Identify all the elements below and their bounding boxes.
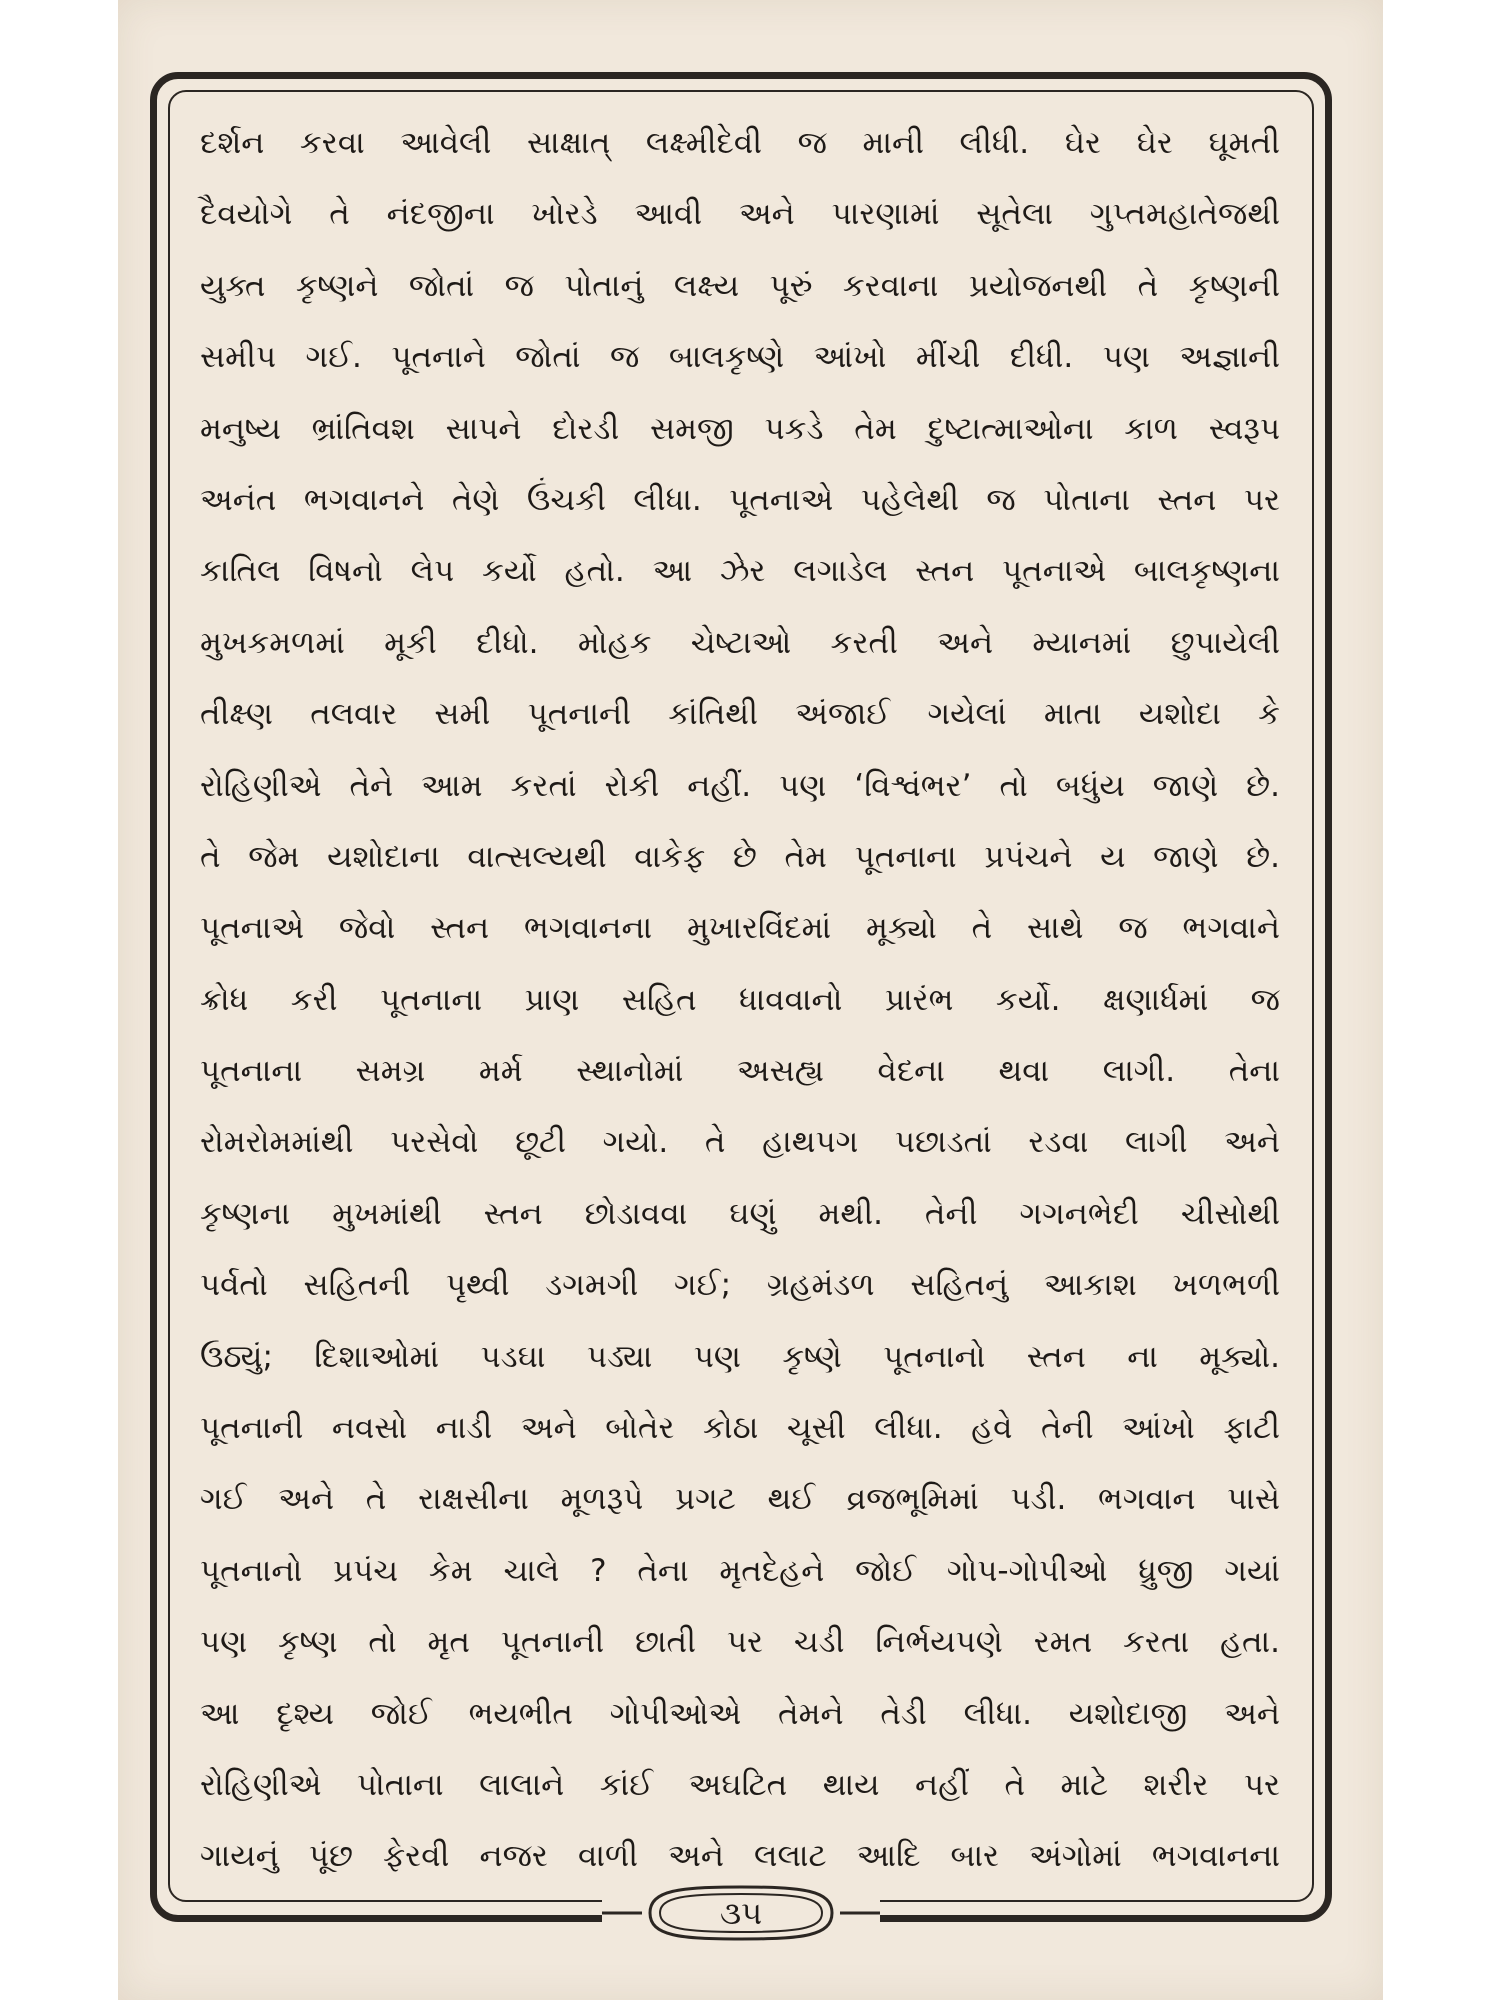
text-line-15: રોમરોમમાંથી પરસેવો છૂટી ગયો. તે હાથપગ પછાડતાં રડવા લાગી અને (200, 1124, 1280, 1161)
text-line-25: ગાયનું પૂંછ ફેરવી નજર વાળી અને લલાટ આદિ બાર અંગોમાં ભગવાનના (200, 1838, 1280, 1875)
text-line-2: દૈવયોગે તે નંદજીના ખોરડે આવી અને પારણામાં સૂતેલા ગુપ્તમહાતેજથી (200, 196, 1280, 233)
page-number: ૩૫ (719, 1893, 763, 1932)
text-line-7: કાતિલ વિષનો લેપ કર્યો હતો. આ ઝેર લગાડેલ સ્તન પૂતનાએ બાલકૃષ્ણના (200, 553, 1280, 590)
text-line-16: કૃષ્ણના મુખમાંથી સ્તન છોડાવવા ઘણું મથી. તેની ગગનભેદી ચીસોથી (200, 1195, 1280, 1232)
text-line-22: પણ કૃષ્ણ તો મૃત પૂતનાની છાતી પર ચડી નિર્ભયપણે રમત કરતા હતા. (200, 1624, 1280, 1661)
text-line-24: રોહિણીએ પોતાના લાલાને કાંઈ અઘટિત થાય નહીં તે માટે શરીર પર (200, 1766, 1280, 1803)
text-line-19: પૂતનાની નવસો નાડી અને બોતેર કોઠા ચૂસી લીધા. હવે તેની આંખો ફાટી (200, 1410, 1280, 1447)
page-number-badge (602, 1882, 880, 1944)
text-line-21: પૂતનાનો પ્રપંચ કેમ ચાલે ? તેના મૃતદેહને જોઈ ગોપ-ગોપીઓ ધ્રુજી ગયાં (200, 1552, 1280, 1589)
text-line-9: તીક્ષ્ણ તલવાર સમી પૂતનાની કાંતિથી અંજાઈ ગયેલાં માતા યશોદા કે (200, 696, 1280, 733)
text-line-13: ક્રોધ કરી પૂતનાના પ્રાણ સહિત ધાવવાનો પ્રારંભ કર્યો. ક્ષણાર્ધમાં જ (200, 981, 1280, 1018)
text-line-23: આ દૃશ્ય જોઈ ભયભીત ગોપીઓએ તેમને તેડી લીધા. યશોદાજી અને (200, 1695, 1280, 1732)
text-line-17: પર્વતો સહિતની પૃથ્વી ડગમગી ગઈ; ગ્રહમંડળ સહિતનું આકાશ ખળભળી (200, 1267, 1280, 1304)
text-line-10: રોહિણીએ તેને આમ કરતાં રોકી નહીં. પણ ‘વિશ્વંભર’ તો બધુંય જાણે છે. (200, 767, 1280, 804)
text-line-6: અનંત ભગવાનને તેણે ઉંચકી લીધા. પૂતનાએ પહેલેથી જ પોતાના સ્તન પર (200, 481, 1280, 518)
text-line-8: મુખકમળમાં મૂકી દીધો. મોહક ચેષ્ટાઓ કરતી અને મ્યાનમાં છુપાયેલી (200, 624, 1280, 661)
text-line-18: ઉઠ્યું; દિશાઓમાં પડઘા પડ્યા પણ કૃષ્ણે પૂતનાનો સ્તન ના મૂક્યો. (200, 1338, 1280, 1375)
text-line-1: દર્શન કરવા આવેલી સાક્ષાત્‌ લક્ષ્મીદેવી જ માની લીધી. ઘેર ઘેર ઘૂમતી (200, 125, 1280, 161)
text-line-3: યુક્ત કૃષ્ણને જોતાં જ પોતાનું લક્ષ્ય પૂરું કરવાના પ્રયોજનથી તે કૃષ્ણની (200, 267, 1280, 304)
text-line-4: સમીપ ગઈ. પૂતનાને જોતાં જ બાલકૃષ્ણે આંખો મીંચી દીધી. પણ અજ્ઞાની (200, 339, 1280, 376)
text-line-11: તે જેમ યશોદાના વાત્સલ્યથી વાકેફ છે તેમ પૂતનાના પ્રપંચને ય જાણે છે. (200, 838, 1280, 875)
body-text (200, 108, 1280, 1875)
text-line-14: પૂતનાના સમગ્ર મર્મ સ્થાનોમાં અસહ્ય વેદના થવા લાગી. તેના (200, 1053, 1280, 1090)
text-line-20: ગઈ અને તે રાક્ષસીના મૂળરૂપે પ્રગટ થઈ વ્રજભૂમિમાં પડી. ભગવાન પાસે (200, 1481, 1280, 1518)
text-line-5: મનુષ્ય ભ્રાંતિવશ સાપને દોરડી સમજી પકડે તેમ દુષ્ટાત્માઓના કાળ સ્વરૂપ (200, 410, 1280, 447)
text-line-12: પૂતનાએ જેવો સ્તન ભગવાનના મુખારવિંદમાં મૂક્યો તે સાથે જ ભગવાને (200, 910, 1280, 947)
